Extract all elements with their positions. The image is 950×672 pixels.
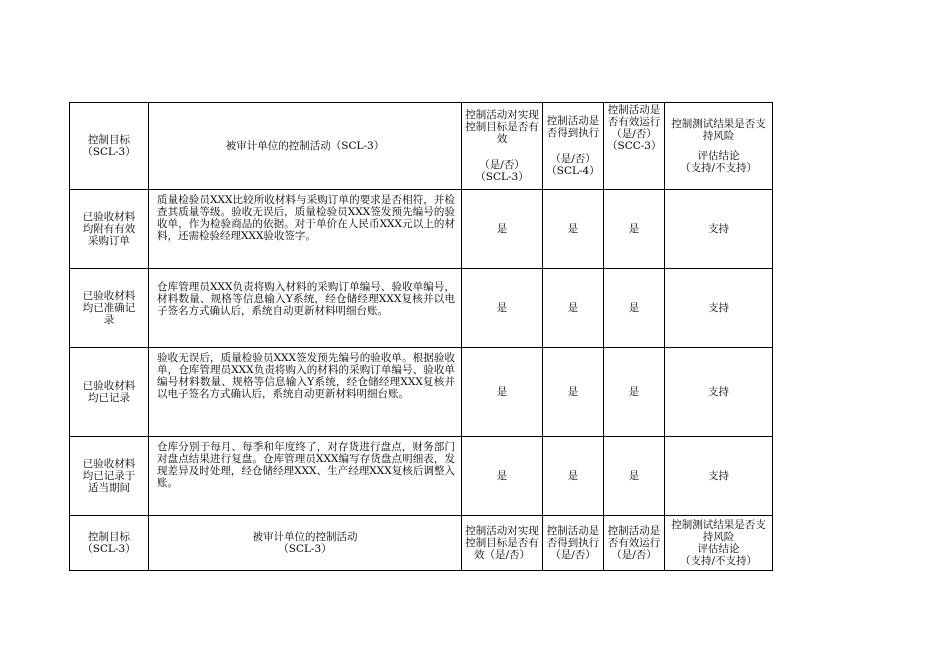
row-executed: 是 xyxy=(543,269,604,348)
header-conclusion-mid: 评估结论 xyxy=(697,150,740,162)
row-objective: 已验收材料均已记录 xyxy=(70,348,149,437)
footer-conclusion xyxy=(665,516,773,571)
row-conclusion: 支持 xyxy=(665,190,773,269)
row-activity: 仓库分别于每月、每季和年度终了，对存货进行盘点，财务部门对盘点结果进行复盘。仓库管理员XXX编写存货盘点明细表，发现差异及时处理，经仓储经理XXX、生产经理XXX复核后调整入账。 xyxy=(149,437,462,516)
footer-activity xyxy=(149,516,462,571)
header-operating-title: 控制活动是否有效运行（是/否） xyxy=(607,104,661,141)
table-row xyxy=(70,190,773,269)
header-executed-code: （SCL-4） xyxy=(546,165,600,178)
header-effective-code: （SCL-3） xyxy=(475,171,529,184)
row-objective: 已验收材料均已准确记录 xyxy=(70,269,149,348)
header-executed-title: 控制活动是否得到执行 xyxy=(546,114,600,139)
header-objective: 控制目标 （SCL-3） xyxy=(70,103,149,190)
row-operating: 是 xyxy=(604,348,665,437)
row-effective: 是 xyxy=(462,437,543,516)
table-row xyxy=(70,437,773,516)
footer-effective: 控制活动对实现控制目标是否有效（是/否） xyxy=(462,516,543,571)
row-conclusion: 支持 xyxy=(665,348,773,437)
header-conclusion xyxy=(665,103,773,190)
row-effective: 是 xyxy=(462,190,543,269)
table-row xyxy=(70,269,773,348)
footer-activity-title: 被审计单位的控制活动 xyxy=(252,530,358,543)
row-effective: 是 xyxy=(462,348,543,437)
row-operating: 是 xyxy=(604,190,665,269)
row-activity: 验收无误后，质量检验员XXX签发预先编号的验收单。根据验收单，仓库管理员XXX负责将购入的材料的采购订单编号、验收单编号材料数量、规格等信息输入Y系统，经仓储经理XXX复核并以电子签名方式确认后，系统自动更新材料明细台账。 xyxy=(149,348,462,437)
footer-header-row xyxy=(70,516,773,571)
row-operating: 是 xyxy=(604,437,665,516)
header-effective xyxy=(462,103,543,190)
header-effective-yn: （是/否） xyxy=(479,159,525,172)
header-conclusion-yn: （支持/不支持） xyxy=(679,162,758,175)
row-objective: 已验收材料均附有有效采购订单 xyxy=(70,190,149,269)
header-operating-code: （SCC-3） xyxy=(607,140,662,153)
row-activity: 质量检验员XXX比较所收材料与采购订单的要求是否相符，并检查其质量等级。验收无误后，质量检验员XXX签发预先编号的验收单，作为检验商品的依据。对于单价在人民币XXX元以上的材料，还需检验经理XXX验收签字。 xyxy=(149,190,462,269)
header-conclusion-title: 控制测试结果是否支持风险 xyxy=(671,117,766,142)
row-conclusion: 支持 xyxy=(665,437,773,516)
footer-operating: 控制活动是否有效运行（是/否） xyxy=(604,516,665,571)
row-effective: 是 xyxy=(462,269,543,348)
table-row xyxy=(70,348,773,437)
header-row xyxy=(70,103,773,190)
row-operating: 是 xyxy=(604,269,665,348)
footer-activity-code: （SCL-3） xyxy=(278,543,332,555)
row-conclusion: 支持 xyxy=(665,269,773,348)
footer-conclusion-mid: 评估结论 xyxy=(697,543,740,555)
row-executed: 是 xyxy=(543,437,604,516)
control-test-table xyxy=(69,102,773,571)
footer-conclusion-yn: （支持/不支持） xyxy=(679,555,758,568)
header-activity: 被审计单位的控制活动（SCL-3） xyxy=(149,103,462,190)
row-objective: 已验收材料均已记录于适当期间 xyxy=(70,437,149,516)
row-executed: 是 xyxy=(543,348,604,437)
header-executed-yn: （是/否） xyxy=(550,153,596,165)
header-effective-title: 控制活动对实现控制目标是否有效 xyxy=(465,108,539,145)
row-activity: 仓库管理员XXX负责将购入材料的采购订单编号、验收单编号，材料数量、规格等信息输入Y系统，经仓储经理XXX复核并以电子签名方式确认后，系统自动更新材料明细台账。 xyxy=(149,269,462,348)
header-operating xyxy=(604,103,665,190)
footer-executed: 控制活动是否得到执行（是/否） xyxy=(543,516,604,571)
row-executed: 是 xyxy=(543,190,604,269)
footer-objective: 控制目标 （SCL-3） xyxy=(70,516,149,571)
header-executed xyxy=(543,103,604,190)
footer-conclusion-title: 控制测试结果是否支持风险 xyxy=(671,518,766,543)
